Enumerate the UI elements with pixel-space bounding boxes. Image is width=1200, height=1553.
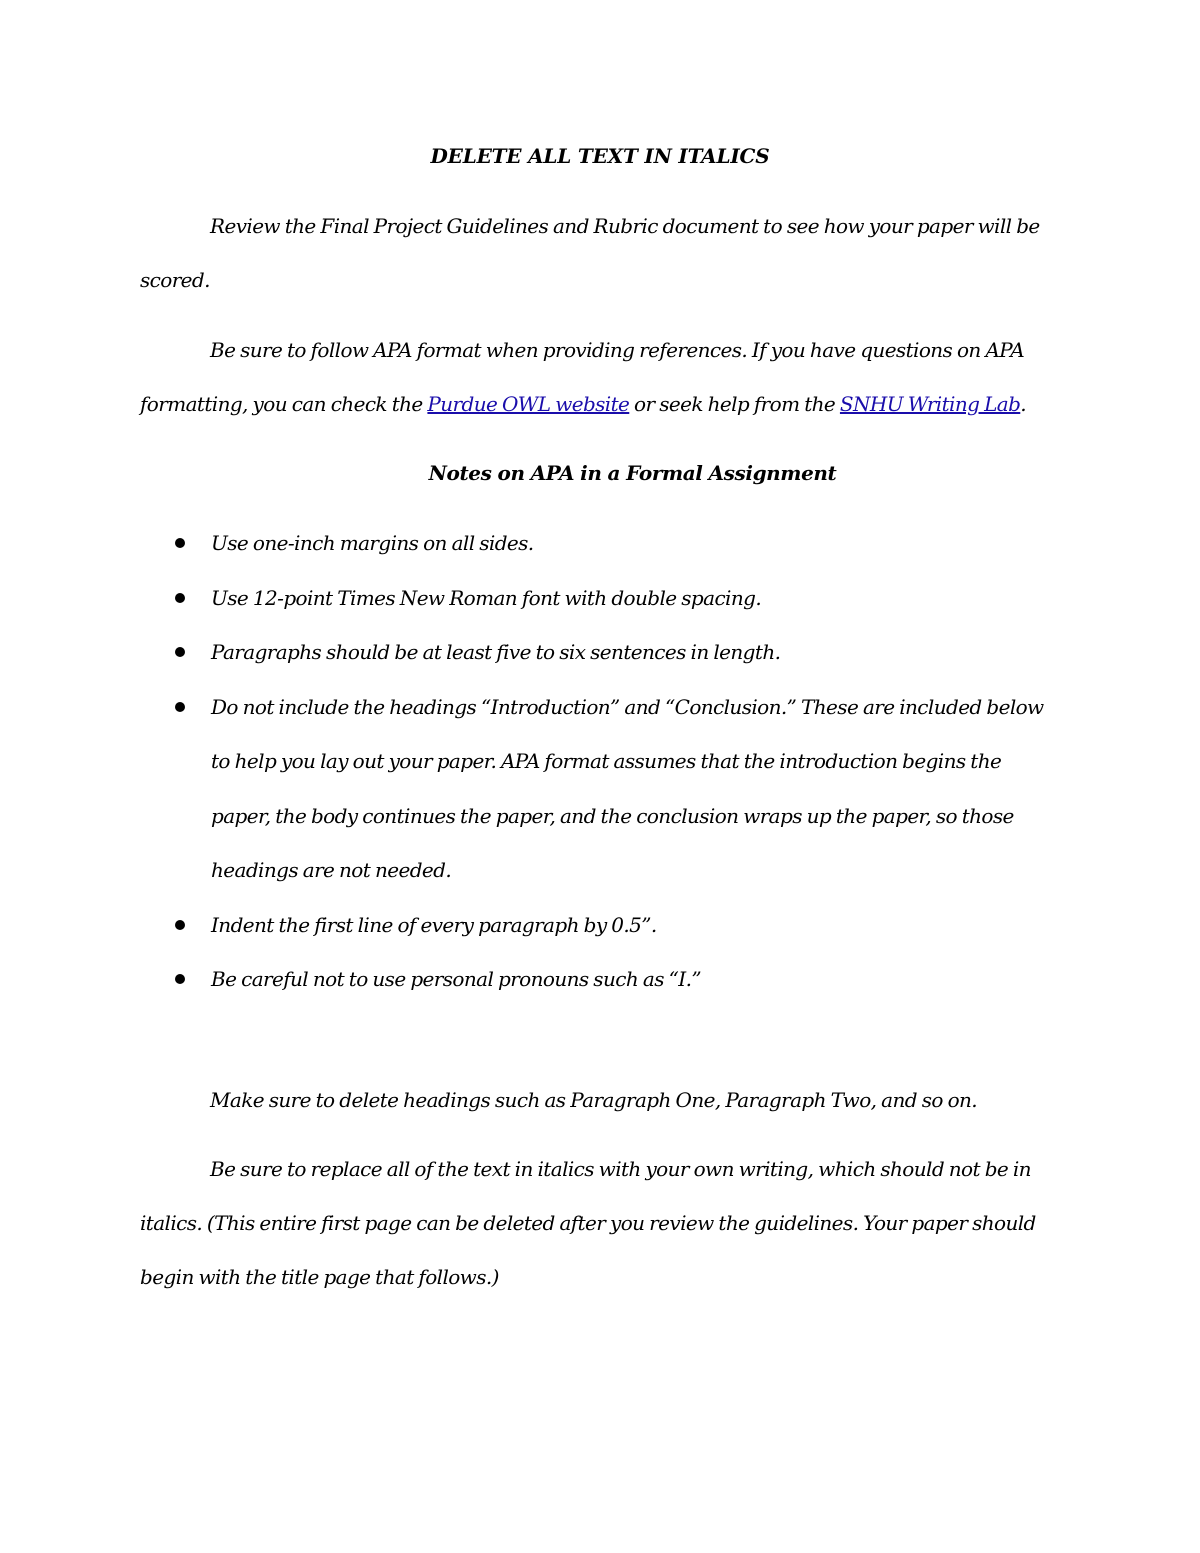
document-page bbox=[140, 0, 1050, 1553]
list-item-text: Indent the first line of every paragraph by 0.5”. bbox=[211, 912, 657, 937]
notes-heading: Notes on APA in a Formal Assignment bbox=[428, 461, 837, 485]
apa-notes-list bbox=[140, 516, 1050, 1007]
list-item bbox=[140, 952, 1050, 1007]
bullet-icon bbox=[175, 593, 185, 603]
list-item bbox=[140, 680, 1050, 898]
bullet-icon bbox=[175, 920, 185, 930]
list-item-text: Use 12-point Times New Roman font with double spacing. bbox=[211, 585, 762, 610]
apa-text-after: . bbox=[1020, 392, 1027, 416]
apa-text-before: Be sure to follow APA format when providing references. If you have questions on APA formatting, you can check the bbox=[140, 338, 1025, 416]
snhu-writing-lab-link[interactable]: SNHU Writing Lab bbox=[839, 392, 1021, 416]
list-item-text: Paragraphs should be at least five to six sentences in length. bbox=[211, 640, 781, 664]
replace-text-paragraph: Be sure to replace all of the text in italics with your own writing, which should not be in italics. (This entire first page can be deleted after you review the guidelines. Your paper should begin with the title page that follows.) bbox=[140, 1157, 1036, 1289]
bullet-icon bbox=[175, 647, 185, 657]
list-item-text: Use one-inch margins on all sides. bbox=[211, 531, 534, 555]
review-paragraph: Review the Final Project Guidelines and Rubric document to see how your paper will be scored. bbox=[140, 214, 1040, 292]
apa-text-middle: or seek help from the bbox=[629, 392, 840, 416]
list-item-text: Be careful not to use personal pronouns such as “I.” bbox=[211, 967, 701, 991]
purdue-owl-link[interactable]: Purdue OWL website bbox=[427, 392, 630, 416]
delete-headings-paragraph: Make sure to delete headings such as Paragraph One, Paragraph Two, and so on. bbox=[210, 1088, 978, 1112]
list-item bbox=[140, 516, 1050, 571]
list-item bbox=[140, 625, 1050, 680]
bullet-icon bbox=[175, 702, 185, 712]
list-item bbox=[140, 571, 1050, 626]
document-title: DELETE ALL TEXT IN ITALICS bbox=[430, 144, 770, 168]
list-item-text: Do not include the headings “Introduction” and “Conclusion.” These are included below to help you lay out your paper. APA format assumes that the introduction begins the paper, the body continues the paper, and the conclusion wraps up the paper, so those headings are not needed. bbox=[211, 694, 1044, 882]
bullet-icon bbox=[175, 974, 185, 984]
apa-paragraph bbox=[140, 323, 1050, 431]
bullet-icon bbox=[175, 538, 185, 548]
list-item bbox=[140, 898, 1050, 953]
